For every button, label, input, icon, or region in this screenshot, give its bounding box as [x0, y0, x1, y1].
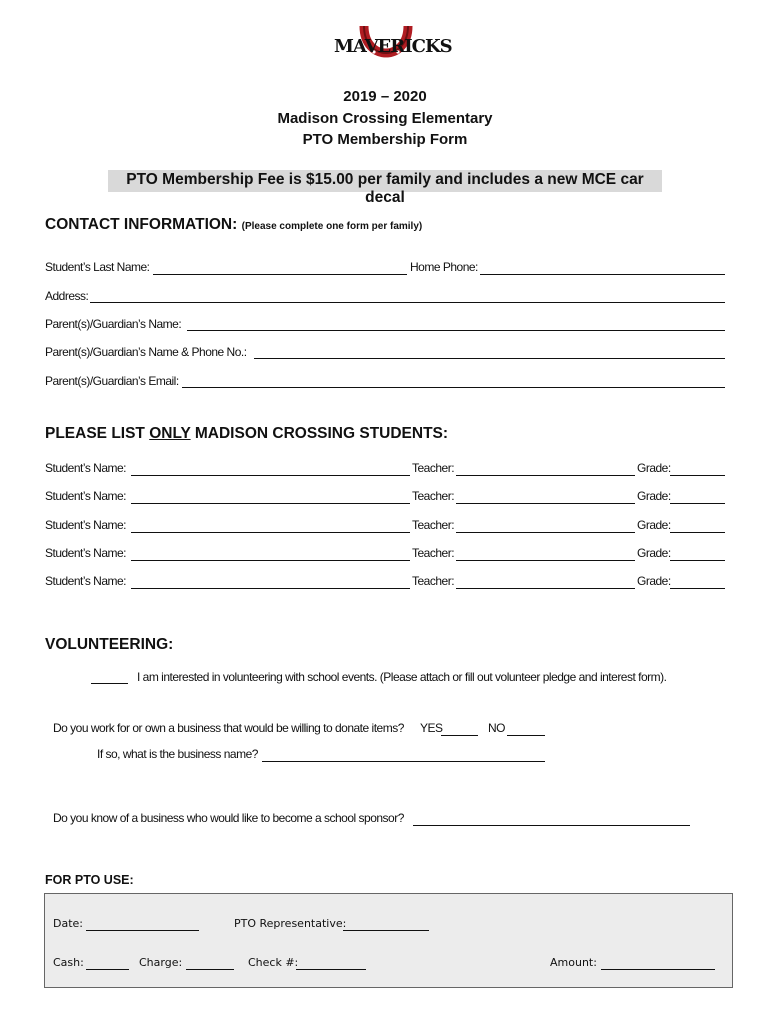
pto-use-box: [44, 893, 733, 988]
grade-label: Grade:: [637, 574, 671, 588]
contact-heading-text: CONTACT INFORMATION:: [45, 216, 238, 233]
student-name-field[interactable]: [131, 475, 410, 476]
guardian-email-label: Parent(s)/Guardian’s Email:: [45, 374, 179, 388]
pto-rep-field[interactable]: [343, 930, 429, 931]
guardian-phone-label: Parent(s)/Guardian’s Name & Phone No.:: [45, 345, 247, 359]
grade-field[interactable]: [670, 503, 725, 504]
address-label: Address:: [45, 289, 89, 303]
last-name-label: Student’s Last Name:: [45, 260, 150, 274]
sponsor-question: Do you know of a business who would like to become a school sponsor?: [53, 811, 404, 825]
logo-text: MAVERICKS: [334, 36, 452, 57]
sponsor-field[interactable]: [413, 825, 690, 826]
fee-notice: PTO Membership Fee is $15.00 per family and includes a new MCE car decal: [126, 171, 644, 206]
contact-heading: [45, 216, 422, 234]
form-title: PTO Membership Form: [302, 131, 468, 148]
home-phone-field[interactable]: [480, 274, 725, 275]
teacher-label: Teacher:: [412, 546, 455, 560]
business-name-label: If so, what is the business name?: [97, 747, 258, 761]
no-field[interactable]: [507, 735, 545, 736]
student-name-field[interactable]: [131, 503, 410, 504]
students-heading: [45, 425, 448, 443]
teacher-label: Teacher:: [412, 518, 455, 532]
teacher-field[interactable]: [456, 475, 635, 476]
charge-field[interactable]: [186, 969, 234, 970]
student-name-field[interactable]: [131, 560, 410, 561]
teacher-field[interactable]: [456, 503, 635, 504]
grade-field[interactable]: [670, 588, 725, 589]
guardian-name-label: Parent(s)/Guardian’s Name:: [45, 317, 182, 331]
students-heading-pre: PLEASE LIST: [45, 425, 150, 442]
contact-note: (Please complete one form per family): [241, 221, 423, 232]
yes-field[interactable]: [441, 735, 478, 736]
teacher-label: Teacher:: [412, 489, 455, 503]
check-label: Check #:: [248, 956, 299, 969]
student-name-label: Student’s Name:: [45, 489, 126, 503]
check-field[interactable]: [296, 969, 366, 970]
teacher-field[interactable]: [456, 560, 635, 561]
student-name-field[interactable]: [131, 532, 410, 533]
volunteer-interest-text: I am interested in volunteering with school events. (Please attach or fill out volunteer pledge and interest form).: [137, 670, 667, 684]
guardian-name-field[interactable]: [187, 330, 725, 331]
students-heading-post: MADISON CROSSING STUDENTS:: [190, 425, 449, 442]
amount-field[interactable]: [601, 969, 715, 970]
yes-label: YES: [420, 721, 443, 735]
date-field[interactable]: [86, 930, 199, 931]
guardian-email-field[interactable]: [182, 387, 725, 388]
guardian-phone-field[interactable]: [254, 358, 725, 359]
business-question: Do you work for or own a business that would be willing to donate items?: [53, 721, 404, 735]
grade-field[interactable]: [670, 532, 725, 533]
teacher-field[interactable]: [456, 532, 635, 533]
student-name-label: Student’s Name:: [45, 546, 126, 560]
grade-field[interactable]: [670, 475, 725, 476]
teacher-label: Teacher:: [412, 461, 455, 475]
cash-label: Cash:: [53, 956, 84, 969]
address-field[interactable]: [90, 302, 725, 303]
teacher-field[interactable]: [456, 588, 635, 589]
student-name-label: Student’s Name:: [45, 461, 126, 475]
last-name-field[interactable]: [153, 274, 407, 275]
student-name-field[interactable]: [131, 588, 410, 589]
pto-rep-label: PTO Representative:: [234, 917, 347, 930]
date-label: Date:: [53, 917, 83, 930]
grade-label: Grade:: [637, 518, 671, 532]
charge-label: Charge:: [139, 956, 183, 969]
volunteer-check-field[interactable]: [91, 683, 128, 684]
volunteering-heading: VOLUNTEERING:: [45, 636, 174, 653]
amount-label: Amount:: [550, 956, 597, 969]
grade-field[interactable]: [670, 560, 725, 561]
school-name: Madison Crossing Elementary: [277, 110, 493, 127]
pto-use-heading: FOR PTO USE:: [45, 873, 134, 887]
no-label: NO: [488, 721, 505, 735]
year-range: 2019 – 2020: [343, 88, 427, 105]
grade-label: Grade:: [637, 489, 671, 503]
teacher-label: Teacher:: [412, 574, 455, 588]
student-name-label: Student’s Name:: [45, 518, 126, 532]
home-phone-label: Home Phone:: [410, 260, 478, 274]
business-name-field[interactable]: [262, 761, 545, 762]
cash-field[interactable]: [86, 969, 129, 970]
grade-label: Grade:: [637, 461, 671, 475]
students-heading-only: ONLY: [149, 425, 191, 442]
student-name-label: Student’s Name:: [45, 574, 126, 588]
grade-label: Grade:: [637, 546, 671, 560]
mavericks-logo: [334, 22, 452, 76]
